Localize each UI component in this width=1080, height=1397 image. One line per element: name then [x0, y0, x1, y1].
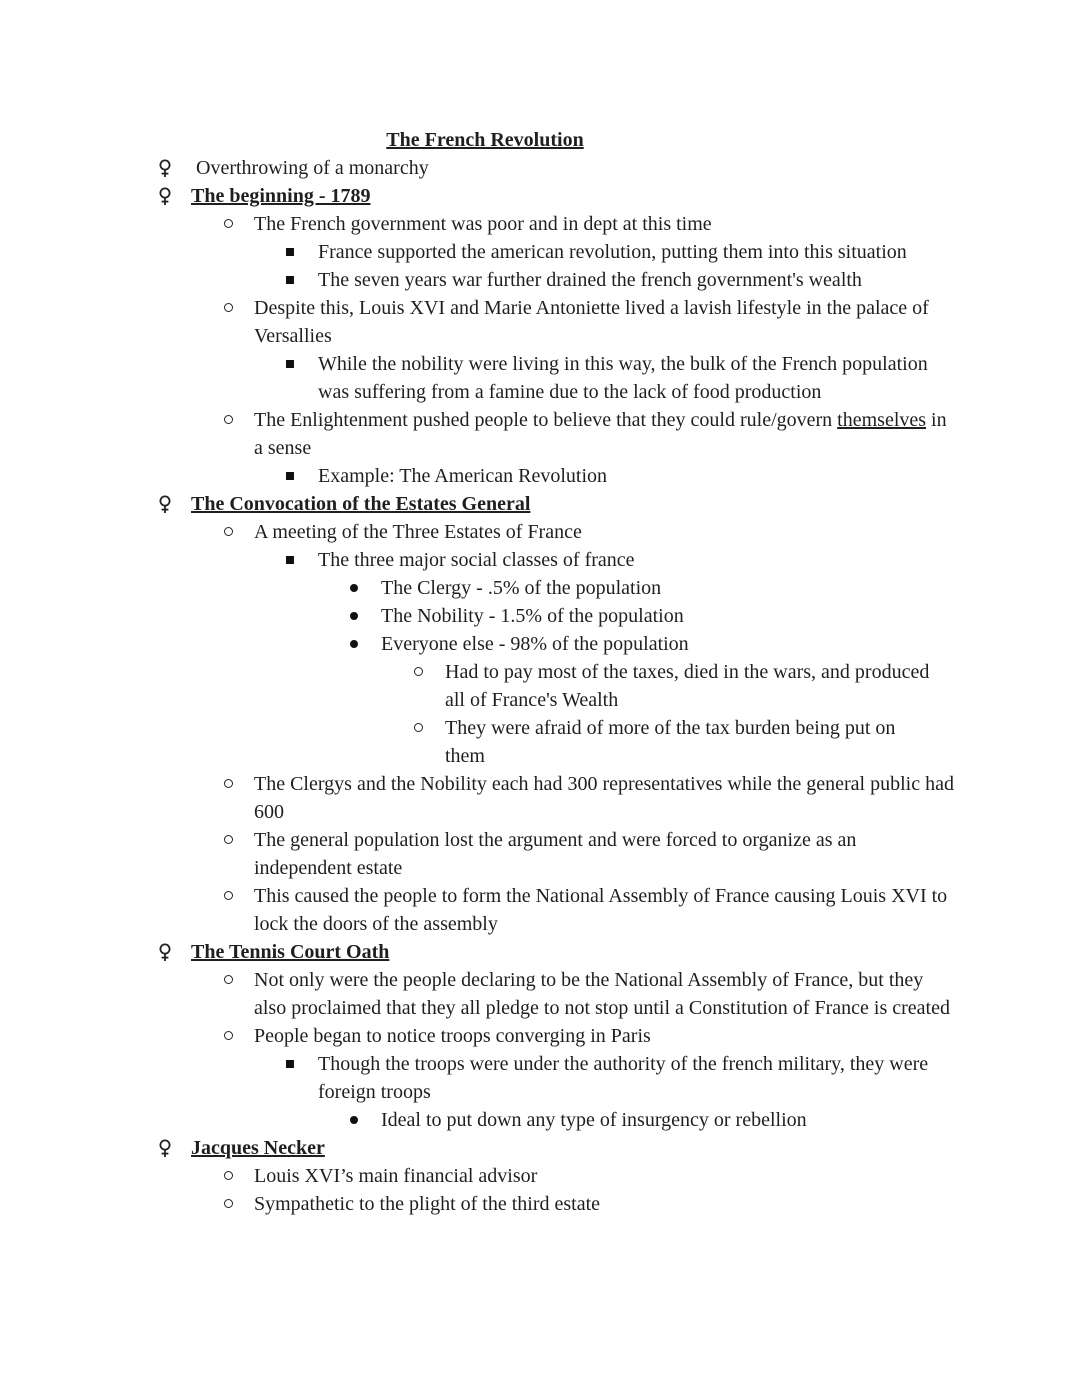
filled-circle-bullet-icon — [350, 574, 358, 602]
list-item — [0, 602, 961, 630]
list-item — [0, 574, 961, 602]
list-item — [0, 210, 954, 238]
square-bullet-icon — [286, 266, 294, 294]
outline-list — [0, 154, 1080, 1218]
list-item — [0, 882, 954, 938]
list-item-text: Despite this, Louis XVI and Marie Antoniette lived a lavish lifestyle in the palace of Versallies — [254, 297, 929, 347]
hollow-circle-bullet-icon — [224, 294, 233, 322]
list-item — [0, 658, 935, 714]
hollow-circle-bullet-icon — [224, 406, 233, 434]
section-heading — [0, 182, 941, 210]
list-item — [0, 350, 958, 406]
section-heading — [0, 490, 941, 518]
list-item-text: Louis XVI’s main financial advisor — [254, 1165, 538, 1187]
filled-circle-bullet-icon — [350, 630, 358, 658]
list-item-text: A meeting of the Three Estates of France — [254, 521, 582, 543]
list-item-text: Had to pay most of the taxes, died in the wars, and produced all of France's Wealth — [445, 661, 930, 711]
list-item-text: Example: The American Revolution — [318, 465, 608, 487]
section-heading-text: The Convocation of the Estates General — [191, 493, 531, 515]
hollow-circle-bullet-icon — [224, 882, 233, 910]
filled-circle-bullet-icon — [350, 1106, 358, 1134]
list-item-text: Not only were the people declaring to be the National Assembly of France, but they also proclaimed that they all pledge to not stop until a Constitution of France is created — [254, 969, 950, 1019]
list-item-text: Sympathetic to the plight of the third estate — [254, 1193, 601, 1215]
filled-circle-bullet-icon — [350, 602, 358, 630]
list-item-text: The Enlightenment pushed people to believe that they could rule/govern — [254, 409, 833, 431]
hollow-circle-bullet-icon — [224, 518, 233, 546]
list-item-text: This caused the people to form the National Assembly of France causing Louis XVI to lock the doors of the assembly — [254, 885, 948, 935]
underlined-word: themselves — [837, 409, 927, 431]
square-bullet-icon — [286, 462, 294, 490]
list-item-text: France supported the american revolution, putting them into this situation — [318, 241, 907, 263]
section-heading-text: The Tennis Court Oath — [191, 941, 390, 963]
hollow-circle-bullet-icon — [224, 1162, 233, 1190]
list-item-text: The Nobility - 1.5% of the population — [381, 605, 684, 627]
hollow-circle-bullet-icon — [224, 1190, 233, 1218]
list-item — [0, 1190, 954, 1218]
hollow-circle-bullet-icon — [414, 714, 423, 742]
list-item-text: Ideal to put down any type of insurgency or rebellion — [381, 1109, 807, 1131]
hollow-circle-bullet-icon — [224, 826, 233, 854]
document-title: The French Revolution — [386, 129, 584, 151]
list-item-text: Though the troops were under the authority of the french military, they were foreign troops — [318, 1053, 929, 1103]
list-item-text: While the nobility were living in this way, the bulk of the French population was suffering from a famine due to the lack of food production — [318, 353, 928, 403]
section-heading — [0, 938, 941, 966]
list-item — [0, 630, 961, 658]
list-item — [0, 966, 954, 1022]
list-item — [0, 1050, 958, 1106]
list-item-text: The three major social classes of france — [318, 549, 635, 571]
list-item — [0, 238, 958, 266]
list-item-text: Everyone else - 98% of the population — [381, 633, 689, 655]
square-bullet-icon — [286, 350, 294, 378]
section-heading-text: The beginning - 1789 — [191, 185, 371, 207]
list-item — [0, 1162, 954, 1190]
list-item — [0, 406, 954, 462]
list-item-text: Overthrowing of a monarchy — [196, 157, 429, 179]
square-bullet-icon — [286, 546, 294, 574]
list-item-text: The Clergy - .5% of the population — [381, 577, 662, 599]
list-item-text-continued: in a sense — [254, 409, 947, 459]
hollow-circle-bullet-icon — [414, 658, 423, 686]
list-item — [0, 770, 954, 826]
section-heading — [0, 1134, 941, 1162]
hollow-circle-bullet-icon — [224, 210, 233, 238]
list-item — [0, 294, 954, 350]
list-item — [0, 546, 958, 574]
list-item-text: The seven years war further drained the french government's wealth — [318, 269, 862, 291]
list-item — [0, 266, 958, 294]
list-item — [0, 714, 935, 770]
list-item — [0, 518, 954, 546]
list-item — [0, 154, 946, 182]
hollow-circle-bullet-icon — [224, 1022, 233, 1050]
list-item-text: The French government was poor and in dept at this time — [254, 213, 712, 235]
list-item-text: The Clergys and the Nobility each had 300 representatives while the general public had 600 — [254, 773, 954, 823]
hollow-circle-bullet-icon — [224, 770, 233, 798]
list-item — [0, 826, 954, 882]
list-item — [0, 1106, 961, 1134]
list-item — [0, 1022, 954, 1050]
list-item-text: The general population lost the argument and were forced to organize as an independent estate — [254, 829, 857, 879]
list-item — [0, 462, 958, 490]
list-item-text: People began to notice troops converging in Paris — [254, 1025, 651, 1047]
list-item-text: They were afraid of more of the tax burden being put on them — [445, 717, 896, 767]
hollow-circle-bullet-icon — [224, 966, 233, 994]
section-heading-text: Jacques Necker — [191, 1137, 325, 1159]
square-bullet-icon — [286, 1050, 294, 1078]
square-bullet-icon — [286, 238, 294, 266]
